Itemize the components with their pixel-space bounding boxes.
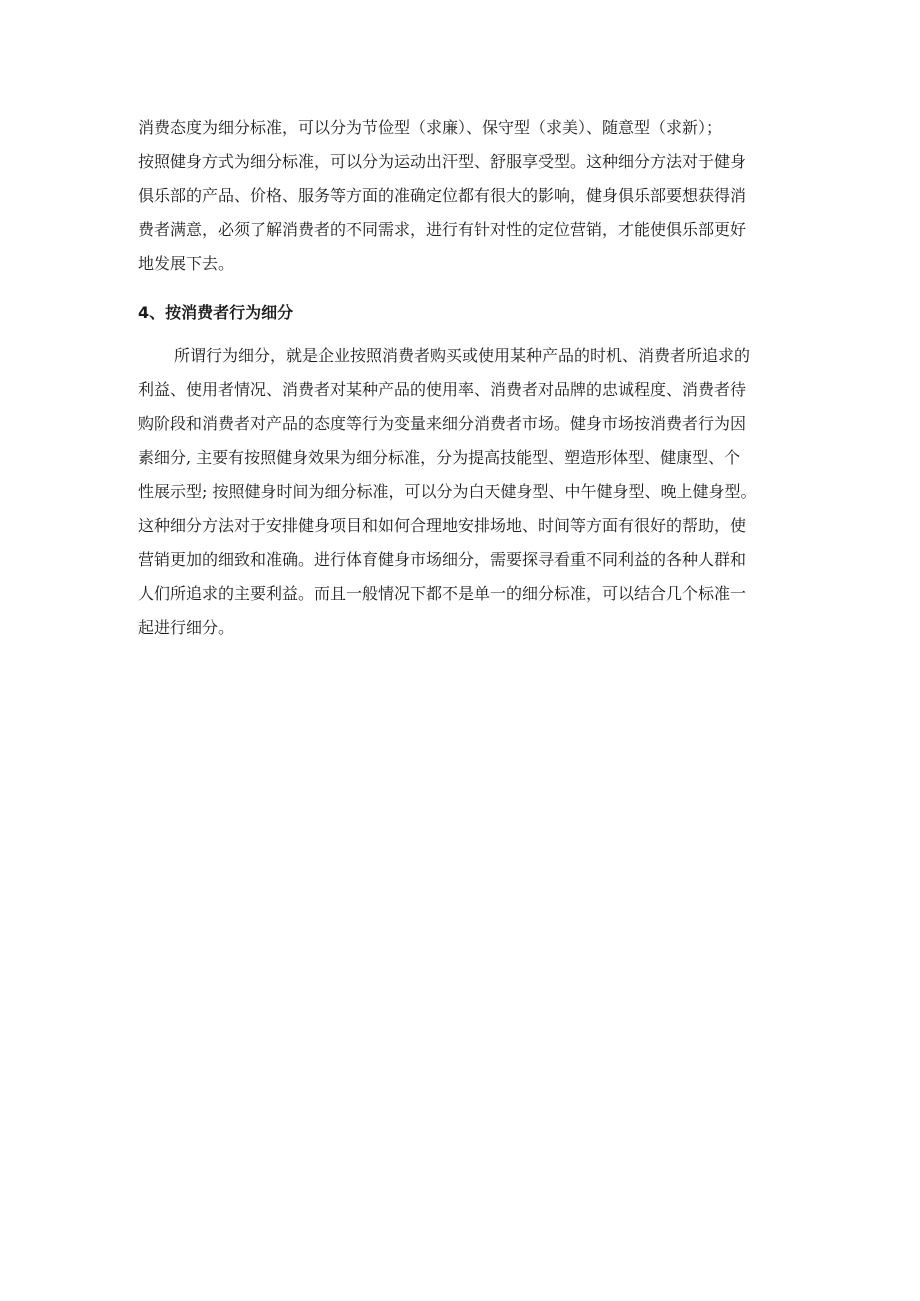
- document-body: [138, 111, 784, 645]
- paragraph-line: 按照健身方式为细分标准，可以分为运动出汗型、舒服享受型。这种细分方法对于健身: [138, 152, 747, 171]
- paragraph-line: 费者满意，必须了解消费者的不同需求，进行有针对性的定位营销，才能使俱乐部更好: [138, 220, 747, 239]
- paragraph-line: 营销更加的细致和准确。进行体育健身市场细分，需要探寻看重不同利益的各种人群和: [138, 550, 747, 569]
- paragraph-line: 俱乐部的产品、价格、服务等方面的准确定位都有很大的影响，健身俱乐部要想获得消: [138, 186, 747, 205]
- paragraph-line: 起进行细分。: [138, 618, 235, 637]
- paragraph-line: 购阶段和消费者对产品的态度等行为变量来细分消费者市场。健身市场按消费者行为因: [138, 414, 747, 433]
- paragraph-line: 这种细分方法对于安排健身项目和如何合理地安排场地、时间等方面有很好的帮助，使: [138, 516, 747, 535]
- paragraph-behavior-segmentation: [138, 339, 784, 645]
- paragraph-line: 消费态度为细分标准，可以分为节俭型（求廉）、保守型（求美）、随意型（求新）；: [138, 118, 723, 137]
- paragraph-line: 素细分, 主要有按照健身效果为细分标准，分为提高技能型、塑造形体型、健康型、个: [138, 448, 741, 467]
- paragraph-line: 所谓行为细分，就是企业按照消费者购买或使用某种产品的时机、消费者所追求的: [174, 346, 751, 365]
- paragraph-consumer-attitude: [138, 111, 784, 281]
- paragraph-line: 人们所追求的主要利益。而且一般情况下都不是单一的细分标准，可以结合几个标准一: [138, 584, 747, 603]
- section-heading: 4、按消费者行为细分: [138, 303, 294, 322]
- paragraph-line: 地发展下去。: [138, 254, 235, 273]
- paragraph-line: 利益、使用者情况、消费者对某种产品的使用率、消费者对品牌的忠诚程度、消费者待: [138, 380, 747, 399]
- paragraph-line: 性展示型; 按照健身时间为细分标准，可以分为白天健身型、中午健身型、晚上健身型。: [138, 482, 757, 501]
